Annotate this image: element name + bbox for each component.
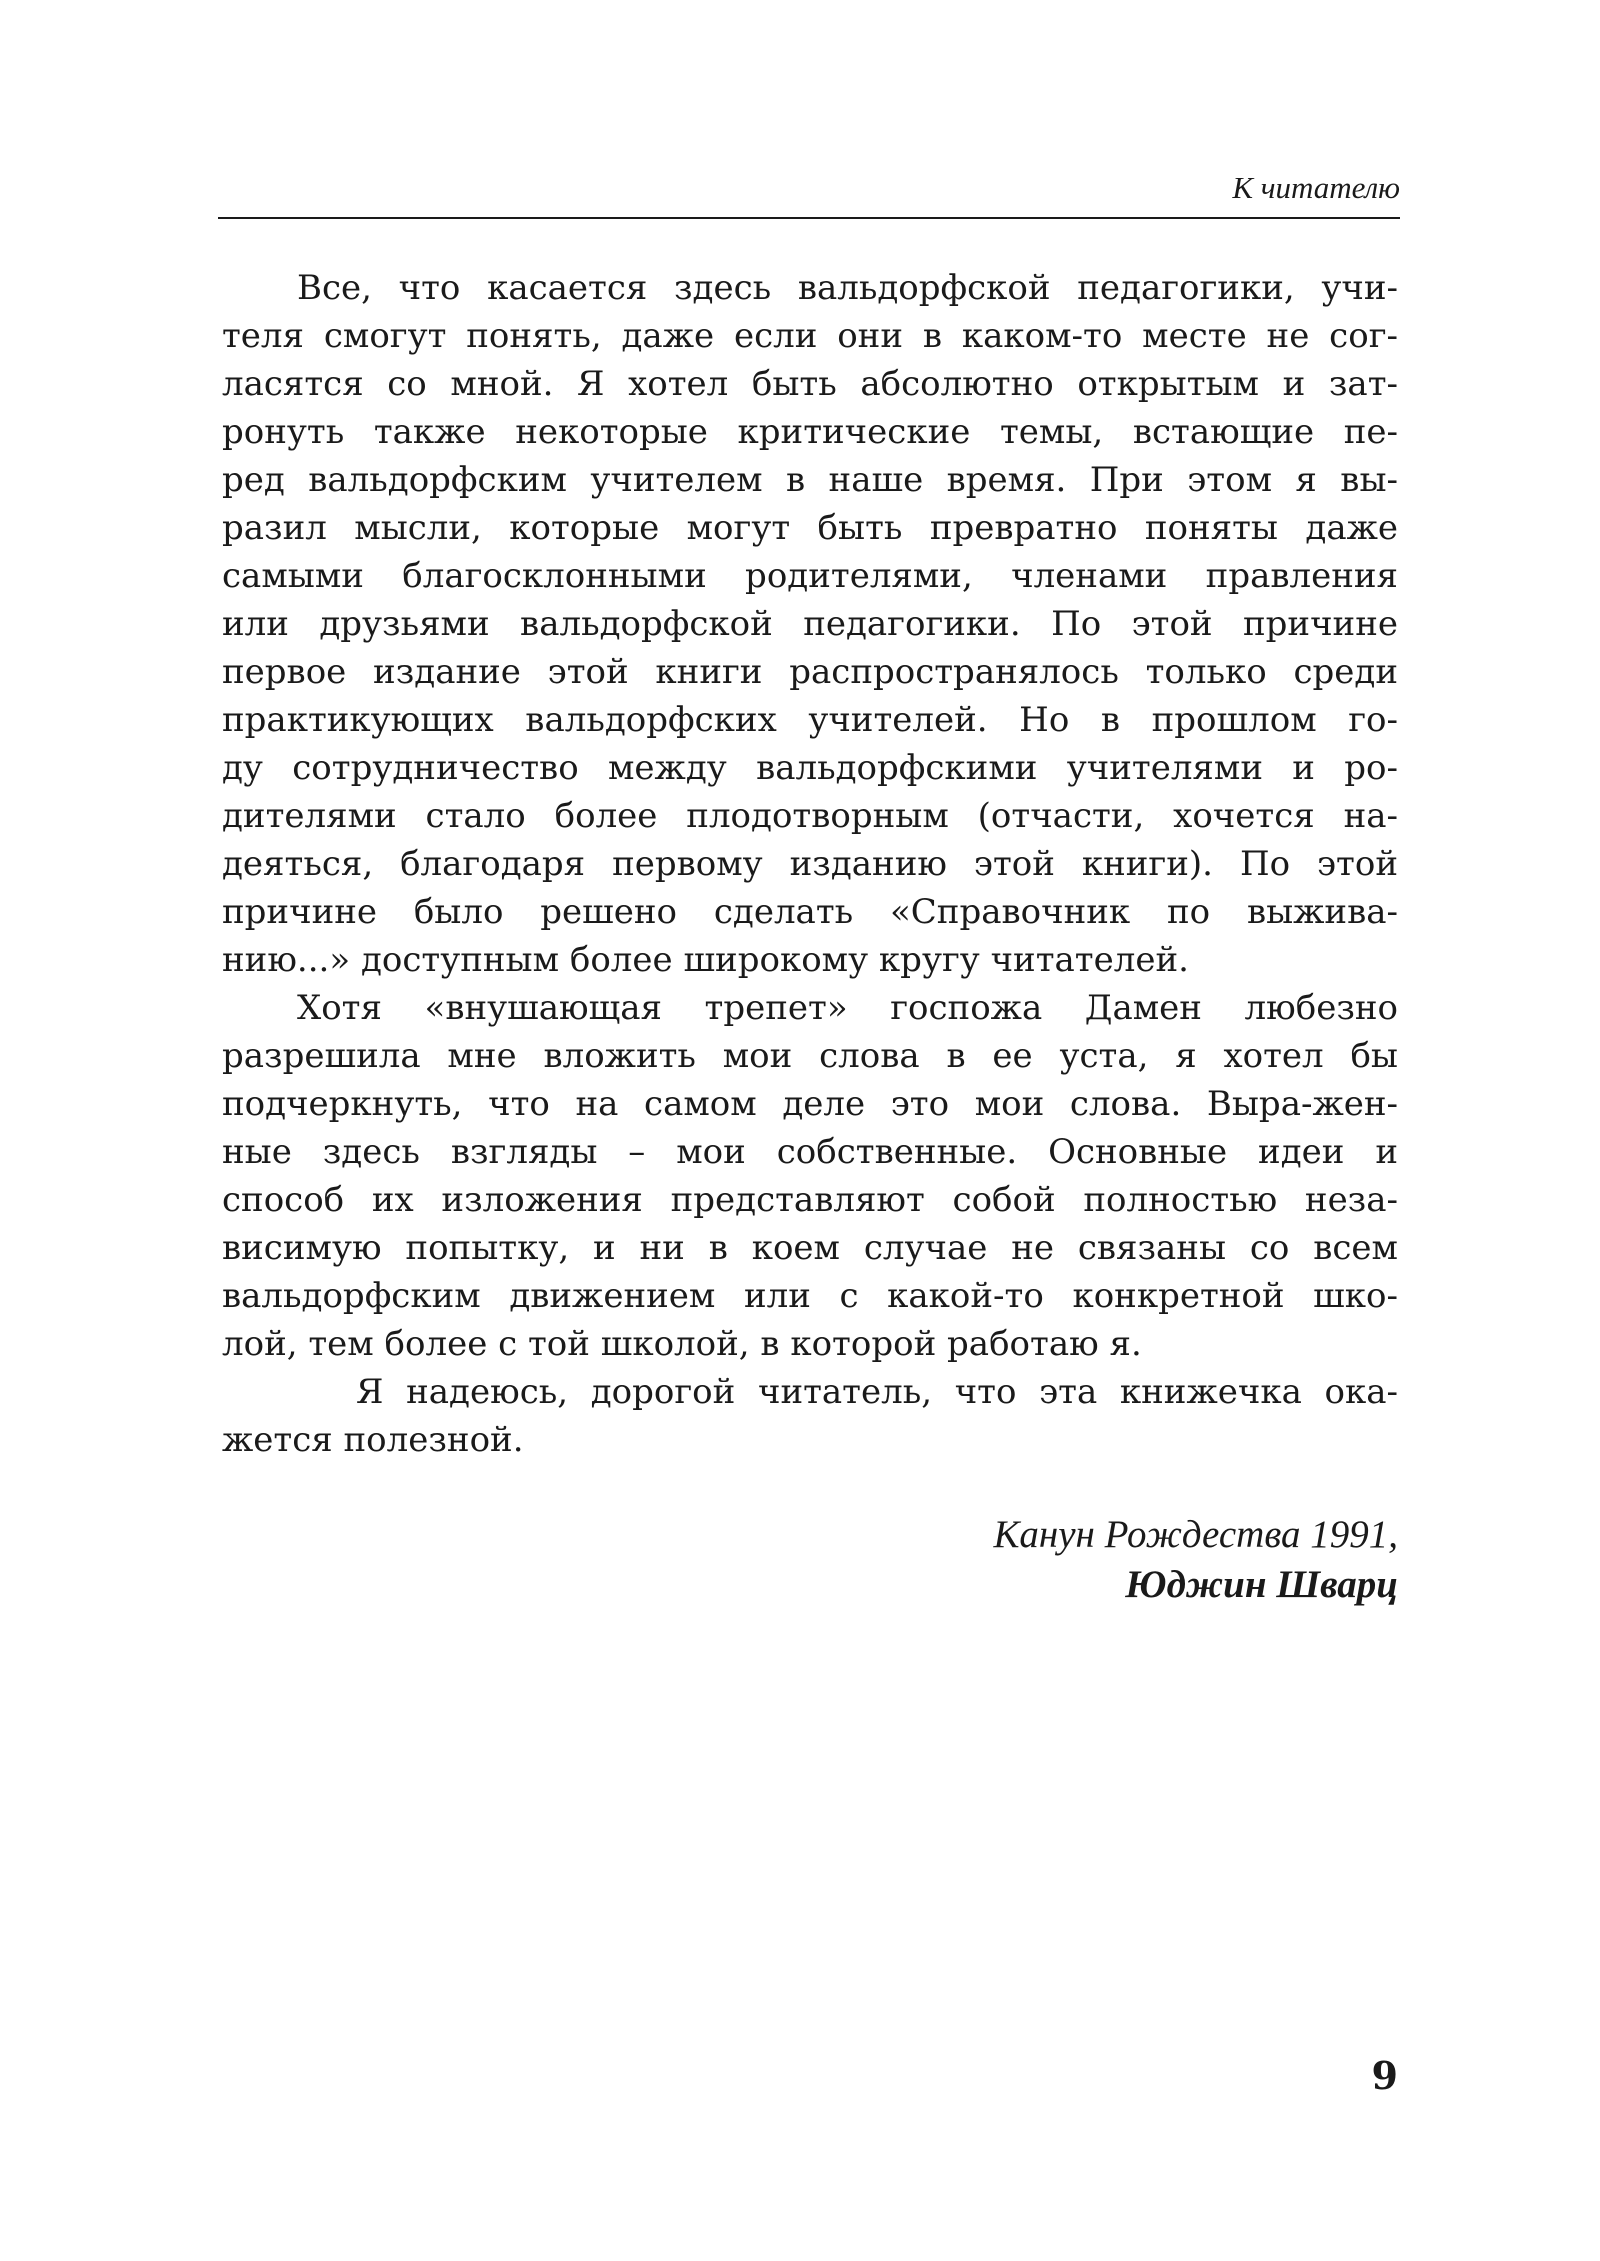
text-line: дителями стало более плодотворным (отчасти, хочется на- xyxy=(222,796,1398,836)
text-line: самыми благосклонными родителями, членами правления xyxy=(222,556,1398,596)
signature-block xyxy=(222,1510,1398,1610)
text-line: ду сотрудничество между вальдорфскими учителями и ро- xyxy=(222,748,1398,788)
text-line: разрешила мне вложить мои слова в ее уста, я хотел бы xyxy=(222,1036,1398,1076)
text-line: способ их изложения представляют собой полностью неза- xyxy=(222,1180,1398,1220)
text-line: ласятся со мной. Я хотел быть абсолютно открытым и зат- xyxy=(222,364,1398,404)
text-line: жется полезной. xyxy=(222,1420,524,1460)
text-line: Все, что касается здесь вальдорфской педагогики, учи- xyxy=(297,268,1398,308)
text-line: деяться, благодаря первому изданию этой книги). По этой xyxy=(222,844,1398,884)
text-line: ные здесь взгляды – мои собственные. Основные идеи и xyxy=(222,1132,1398,1172)
text-line: теля смогут понять, даже если они в каком-то месте не сог- xyxy=(222,316,1398,356)
text-line: вальдорфским движением или с какой-то конкретной шко- xyxy=(222,1276,1398,1316)
text-line: первое издание этой книги распространялось только среди xyxy=(222,652,1398,692)
running-head: К читателю xyxy=(1232,170,1400,205)
text-line: нию...» доступным более широкому кругу читателей. xyxy=(222,940,1189,980)
text-line: висимую попытку, и ни в коем случае не связаны со всем xyxy=(222,1228,1398,1268)
text-line: практикующих вальдорфских учителей. Но в прошлом го- xyxy=(222,700,1398,740)
body-text xyxy=(222,264,1398,1464)
text-line: ронуть также некоторые критические темы, встающие пе- xyxy=(222,412,1398,452)
text-line: подчеркнуть, что на самом деле это мои слова. Выра-жен- xyxy=(222,1084,1398,1124)
text-line: лой, тем более с той школой, в которой работаю я. xyxy=(222,1324,1142,1364)
text-line: Я надеюсь, дорогой читатель, что эта книжечка ока- xyxy=(356,1372,1398,1412)
text-line: разил мысли, которые могут быть превратно поняты даже xyxy=(222,508,1398,548)
page-number: 9 xyxy=(1371,2053,1398,2098)
text-line: или друзьями вальдорфской педагогики. По этой причине xyxy=(222,604,1398,644)
signature-date: Канун Рождества 1991, xyxy=(993,1513,1398,1556)
header-rule xyxy=(218,217,1400,219)
signature-author: Юджин Шварц xyxy=(1125,1563,1398,1606)
text-line: ред вальдорфским учителем в наше время. При этом я вы- xyxy=(222,460,1398,500)
text-line: причине было решено сделать «Справочник по выжива- xyxy=(222,892,1398,932)
text-line: Хотя «внушающая трепет» госпожа Дамен любезно xyxy=(297,988,1398,1028)
